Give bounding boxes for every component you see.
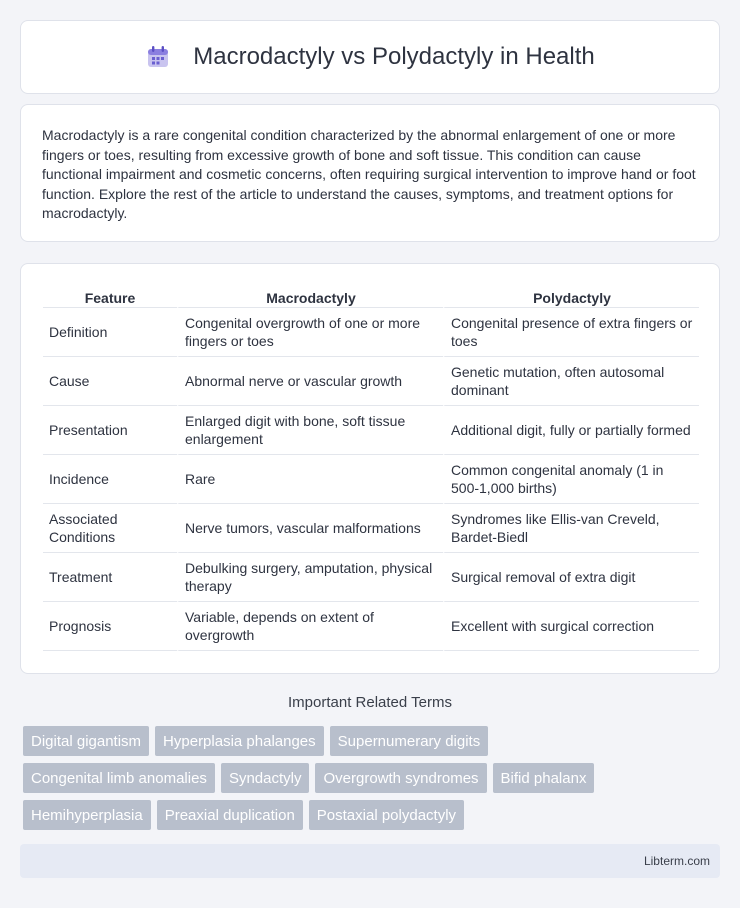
table-row [43,455,699,504]
row-macrodactyly-cell: Debulking surgery, amputation, physical therapy [177,553,443,602]
row-polydactyly-cell: Common congenital anomaly (1 in 500-1,000 births) [443,455,699,504]
row-feature-cell: Definition [43,308,177,357]
row-feature-cell: Incidence [43,455,177,504]
intro-card [20,104,720,242]
page-title: Macrodactyly vs Polydactyly in Health [193,43,595,70]
row-macrodactyly-cell: Congenital overgrowth of one or more fingers or toes [177,308,443,357]
table-row [43,602,699,651]
tag-hemihyperplasia[interactable]: Hemihyperplasia [23,800,151,830]
tag-supernumerary-digits[interactable]: Supernumerary digits [330,726,489,756]
row-polydactyly-cell: Surgical removal of extra digit [443,553,699,602]
tag-overgrowth-syndromes[interactable]: Overgrowth syndromes [315,763,486,793]
row-polydactyly-cell: Syndromes like Ellis-van Creveld, Bardet-Biedl [443,504,699,553]
table-row [43,357,699,406]
tag-congenital-limb-anomalies[interactable]: Congenital limb anomalies [23,763,215,793]
related-terms-title: Important Related Terms [288,694,452,711]
row-feature-cell: Prognosis [43,602,177,651]
tag-bifid-phalanx[interactable]: Bifid phalanx [493,763,595,793]
table-row [43,406,699,455]
table-row [43,504,699,553]
row-polydactyly-cell: Genetic mutation, often autosomal dominant [443,357,699,406]
row-macrodactyly-cell: Variable, depends on extent of overgrowth [177,602,443,651]
comparison-table-card [20,263,720,674]
tag-row [23,763,723,793]
row-feature-cell: Treatment [43,553,177,602]
row-macrodactyly-cell: Abnormal nerve or vascular growth [177,357,443,406]
row-macrodactyly-cell: Nerve tumors, vascular malformations [177,504,443,553]
row-polydactyly-cell: Excellent with surgical correction [443,602,699,651]
row-feature-cell: Cause [43,357,177,406]
footer-site-link[interactable]: Libterm.com [643,854,710,868]
header-macrodactyly: Macrodactyly [177,286,443,308]
tag-row [23,800,723,830]
tag-postaxial-polydactyly[interactable]: Postaxial polydactyly [309,800,464,830]
header-polydactyly: Polydactyly [443,286,699,308]
tag-row [23,726,723,756]
tag-digital-gigantism[interactable]: Digital gigantism [23,726,149,756]
row-feature-cell: Presentation [43,406,177,455]
comparison-table [43,286,699,651]
calendar-icon [145,44,171,70]
table-header-row [43,286,699,308]
row-polydactyly-cell: Congenital presence of extra fingers or toes [443,308,699,357]
footer [20,844,720,878]
row-polydactyly-cell: Additional digit, fully or partially formed [443,406,699,455]
row-macrodactyly-cell: Enlarged digit with bone, soft tissue enlargement [177,406,443,455]
table-row [43,553,699,602]
tag-hyperplasia-phalanges[interactable]: Hyperplasia phalanges [155,726,324,756]
row-macrodactyly-cell: Rare [177,455,443,504]
intro-paragraph: Macrodactyly is a rare congenital condition characterized by the abnormal enlargement of one or more fingers or toes, resulting from excessive growth of bone and soft tissue. This condition can cause functional impairment and cosmetic concerns, often requiring surgical intervention to improve hand or foot function. Explore the rest of the article to understand the causes, symptoms, and treatment options for macrodactyly. [42,127,696,221]
tag-preaxial-duplication[interactable]: Preaxial duplication [157,800,303,830]
table-row [43,308,699,357]
row-feature-cell: Associated Conditions [43,504,177,553]
related-terms-list [23,726,723,837]
header-feature: Feature [43,286,177,308]
tag-syndactyly[interactable]: Syndactyly [221,763,310,793]
title-card [20,20,720,94]
title-wrap [145,43,594,71]
